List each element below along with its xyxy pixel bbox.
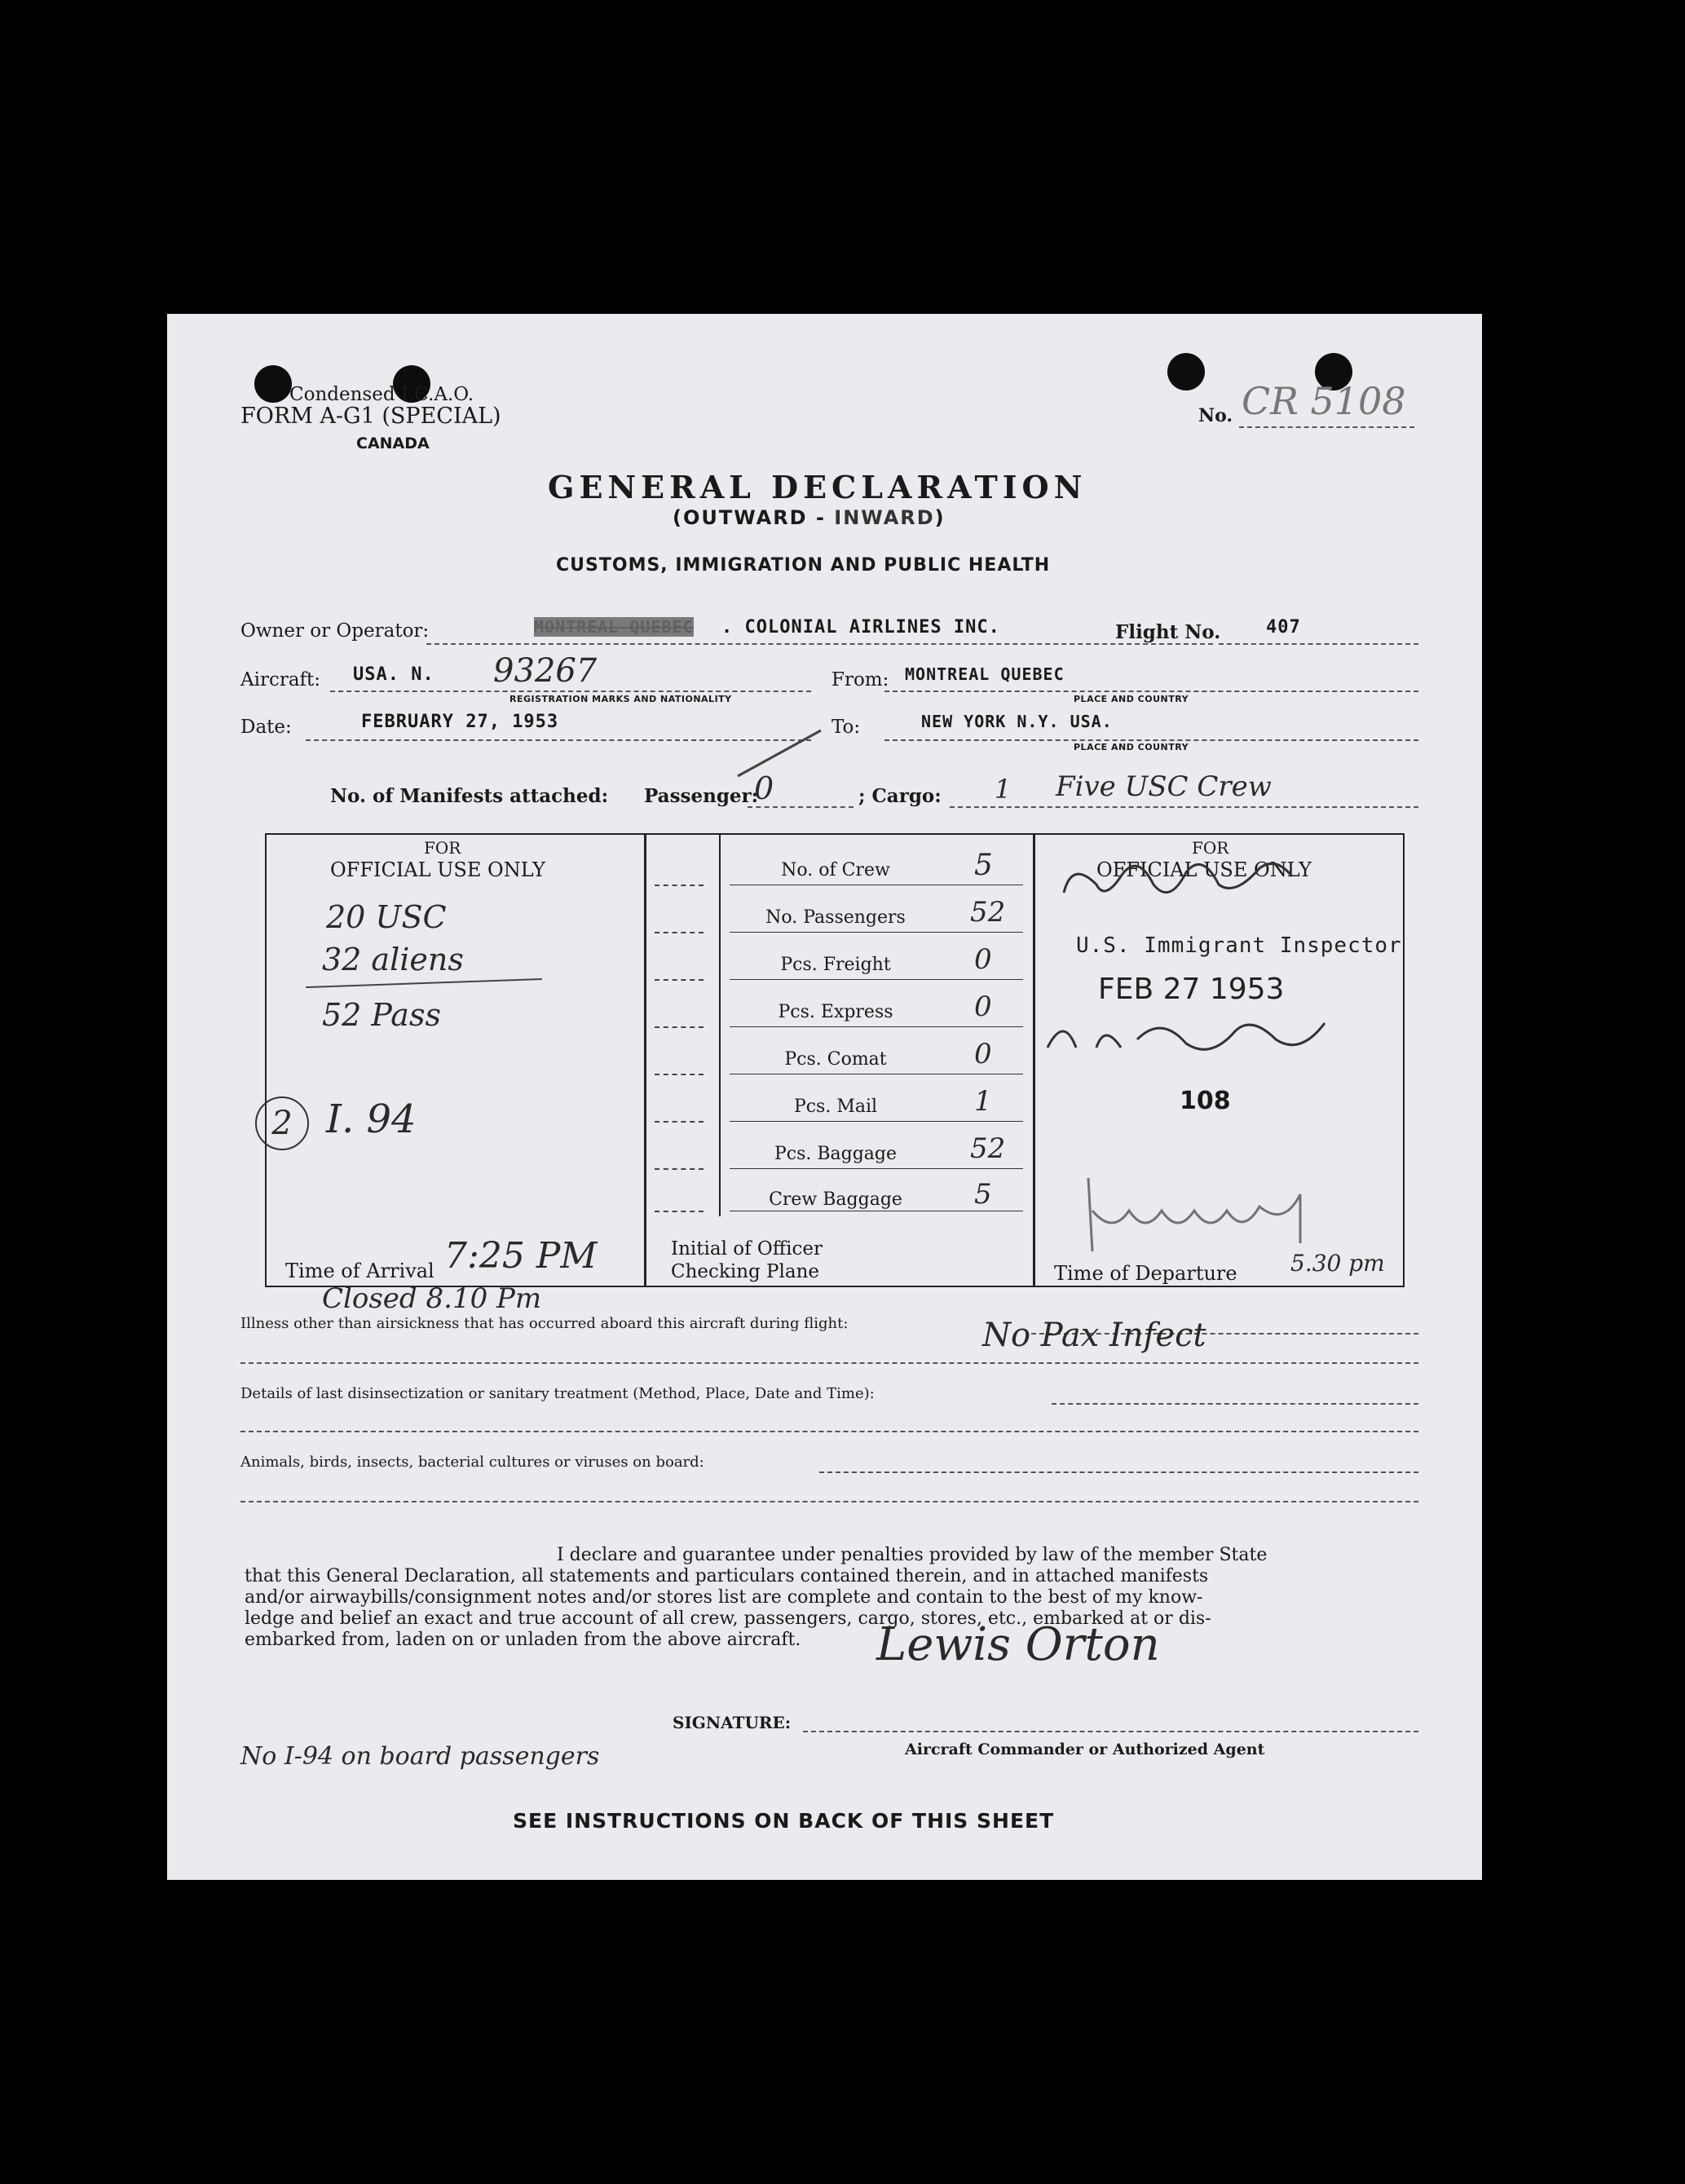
row-freight-value: 0 (974, 943, 992, 976)
row-express-value: 0 (974, 991, 992, 1023)
note-pass: 52 Pass (322, 997, 441, 1033)
row-baggage-value: 52 (970, 1132, 1006, 1165)
row-comat-label: Pcs. Comat (784, 1049, 887, 1070)
serial-no-label: No. (1198, 405, 1233, 426)
punch-hole (254, 365, 292, 403)
declaration-line-5: embarked from, laden on or unladen from the above aircraft. (245, 1630, 801, 1650)
from-value: MONTREAL QUEBEC (905, 664, 1065, 684)
cargo-label: ; Cargo: (858, 785, 942, 807)
illness-value: No Pax Infect (982, 1317, 1206, 1354)
commander-signature: Lewis Orton (876, 1618, 1160, 1671)
row-passengers-value: 52 (970, 896, 1006, 929)
owner-value: . COLONIAL AIRLINES INC. (721, 617, 1000, 638)
cargo-note: Five USC Crew (1056, 770, 1272, 803)
signature-label: SIGNATURE: (673, 1713, 792, 1732)
disinsectization-label: Details of last disinsectization or sanitary treatment (Method, Place, Date and Time): (240, 1385, 875, 1402)
from-caption: PLACE AND COUNTRY (1074, 694, 1189, 704)
signature-caption: Aircraft Commander or Authorized Agent (905, 1741, 1265, 1758)
right-official-for: FOR (1192, 838, 1229, 858)
illness-label: Illness other than airsickness that has occurred aboard this aircraft during flight: (240, 1315, 849, 1332)
date-label: Date: (240, 717, 292, 738)
animals-label: Animals, birds, insects, bacterial cultures or viruses on board: (240, 1454, 704, 1471)
time-arrival-label: Time of Arrival (285, 1260, 434, 1282)
from-label: From: (831, 669, 889, 690)
passenger-label: Passenger: (644, 785, 759, 807)
row-freight-label: Pcs. Freight (780, 955, 891, 975)
country: CANADA (356, 435, 430, 452)
note-usc: 20 USC (326, 899, 447, 935)
immigrant-inspector-stamp: U.S. Immigrant Inspector (1076, 933, 1402, 958)
form-subtitle: (OUTWARD - INWARD) (673, 506, 946, 529)
form-subject: CUSTOMS, IMMIGRATION AND PUBLIC HEALTH (556, 555, 1051, 576)
left-official-heading: OFFICIAL USE ONLY (330, 858, 545, 881)
serial-no-value: CR 5108 (1242, 379, 1406, 423)
owner-struck: MONTREAL QUEBEC (534, 617, 694, 637)
margin-note: No I-94 on board passengers (240, 1742, 600, 1771)
pencil-slash-mark (730, 726, 827, 783)
date-value: FEBRUARY 27, 1953 (361, 712, 559, 732)
inspector-initials (1031, 991, 1341, 1080)
passenger-value: 0 (754, 770, 774, 806)
inspector-number-stamp: 108 (1180, 1087, 1231, 1115)
row-passengers-label: No. Passengers (765, 907, 906, 928)
declaration-form-sheet (167, 314, 1482, 1880)
to-label: To: (831, 717, 861, 738)
manifests-label: No. of Manifests attached: (330, 785, 609, 807)
row-crew-baggage-label: Crew Baggage (769, 1189, 902, 1210)
row-baggage-label: Pcs. Baggage (774, 1144, 898, 1164)
to-caption: PLACE AND COUNTRY (1074, 742, 1189, 752)
note-i94: I. 94 (326, 1096, 417, 1142)
time-departure-value: 5.30 pm (1290, 1250, 1385, 1277)
left-official-for: FOR (424, 838, 461, 858)
punch-hole (1167, 353, 1205, 390)
cargo-value: 1 (995, 774, 1012, 805)
row-mail-label: Pcs. Mail (793, 1096, 878, 1117)
closed-note: Closed 8.10 Pm (322, 1282, 542, 1315)
declaration-line-4: ledge and belief an exact and true account of all crew, passengers, cargo, stores, etc., embarked at or dis- (245, 1608, 1211, 1629)
row-express-label: Pcs. Express (778, 1002, 893, 1022)
declaration-line-2: that this General Declaration, all statements and particulars contained therein, and in attached manifests (245, 1566, 1209, 1586)
to-value: NEW YORK N.Y. USA. (921, 712, 1113, 731)
inward-selected: INWARD (834, 506, 935, 529)
declaration-line-3: and/or airwaybills/consignment notes and/or stores list are complete and contain to the best of my know- (245, 1587, 1203, 1608)
time-arrival-value: 7:25 PM (444, 1235, 598, 1277)
note-circled-number: 2 (255, 1096, 309, 1150)
row-crew-value: 5 (974, 849, 993, 882)
row-crew-label: No. of Crew (781, 860, 890, 880)
flight-label: Flight No. (1115, 621, 1221, 643)
aircraft-typed: USA. N. (353, 664, 434, 685)
declaration-line-1: I declare and guarantee under penalties provided by law of the member State (557, 1545, 1268, 1565)
right-official-heading: OFFICIAL USE ONLY (1096, 858, 1312, 881)
inspector-signature (1048, 836, 1341, 925)
aircraft-label: Aircraft: (240, 669, 321, 690)
row-comat-value: 0 (974, 1038, 992, 1070)
row-crew-baggage-value: 5 (974, 1178, 992, 1211)
condensed-note: Condensed I.C.A.O. (289, 384, 474, 405)
note-aliens: 32 aliens (322, 942, 464, 977)
form-title: GENERAL DECLARATION (548, 469, 1087, 505)
form-id: FORM A-G1 (SPECIAL) (240, 404, 501, 429)
owner-label: Owner or Operator: (240, 620, 430, 642)
inspection-date-stamp: FEB 27 1953 (1098, 973, 1285, 1006)
aircraft-caption: REGISTRATION MARKS AND NATIONALITY (509, 694, 732, 704)
flight-value: 407 (1266, 617, 1301, 638)
aircraft-registration: 93267 (493, 652, 598, 690)
instructions-footer: SEE INSTRUCTIONS ON BACK OF THIS SHEET (513, 1809, 1055, 1833)
row-mail-value: 1 (974, 1085, 992, 1118)
time-departure-label: Time of Departure (1054, 1262, 1237, 1285)
initial-officer-label: Initial of Officer (671, 1238, 823, 1260)
checking-plane-label: Checking Plane (671, 1261, 820, 1282)
